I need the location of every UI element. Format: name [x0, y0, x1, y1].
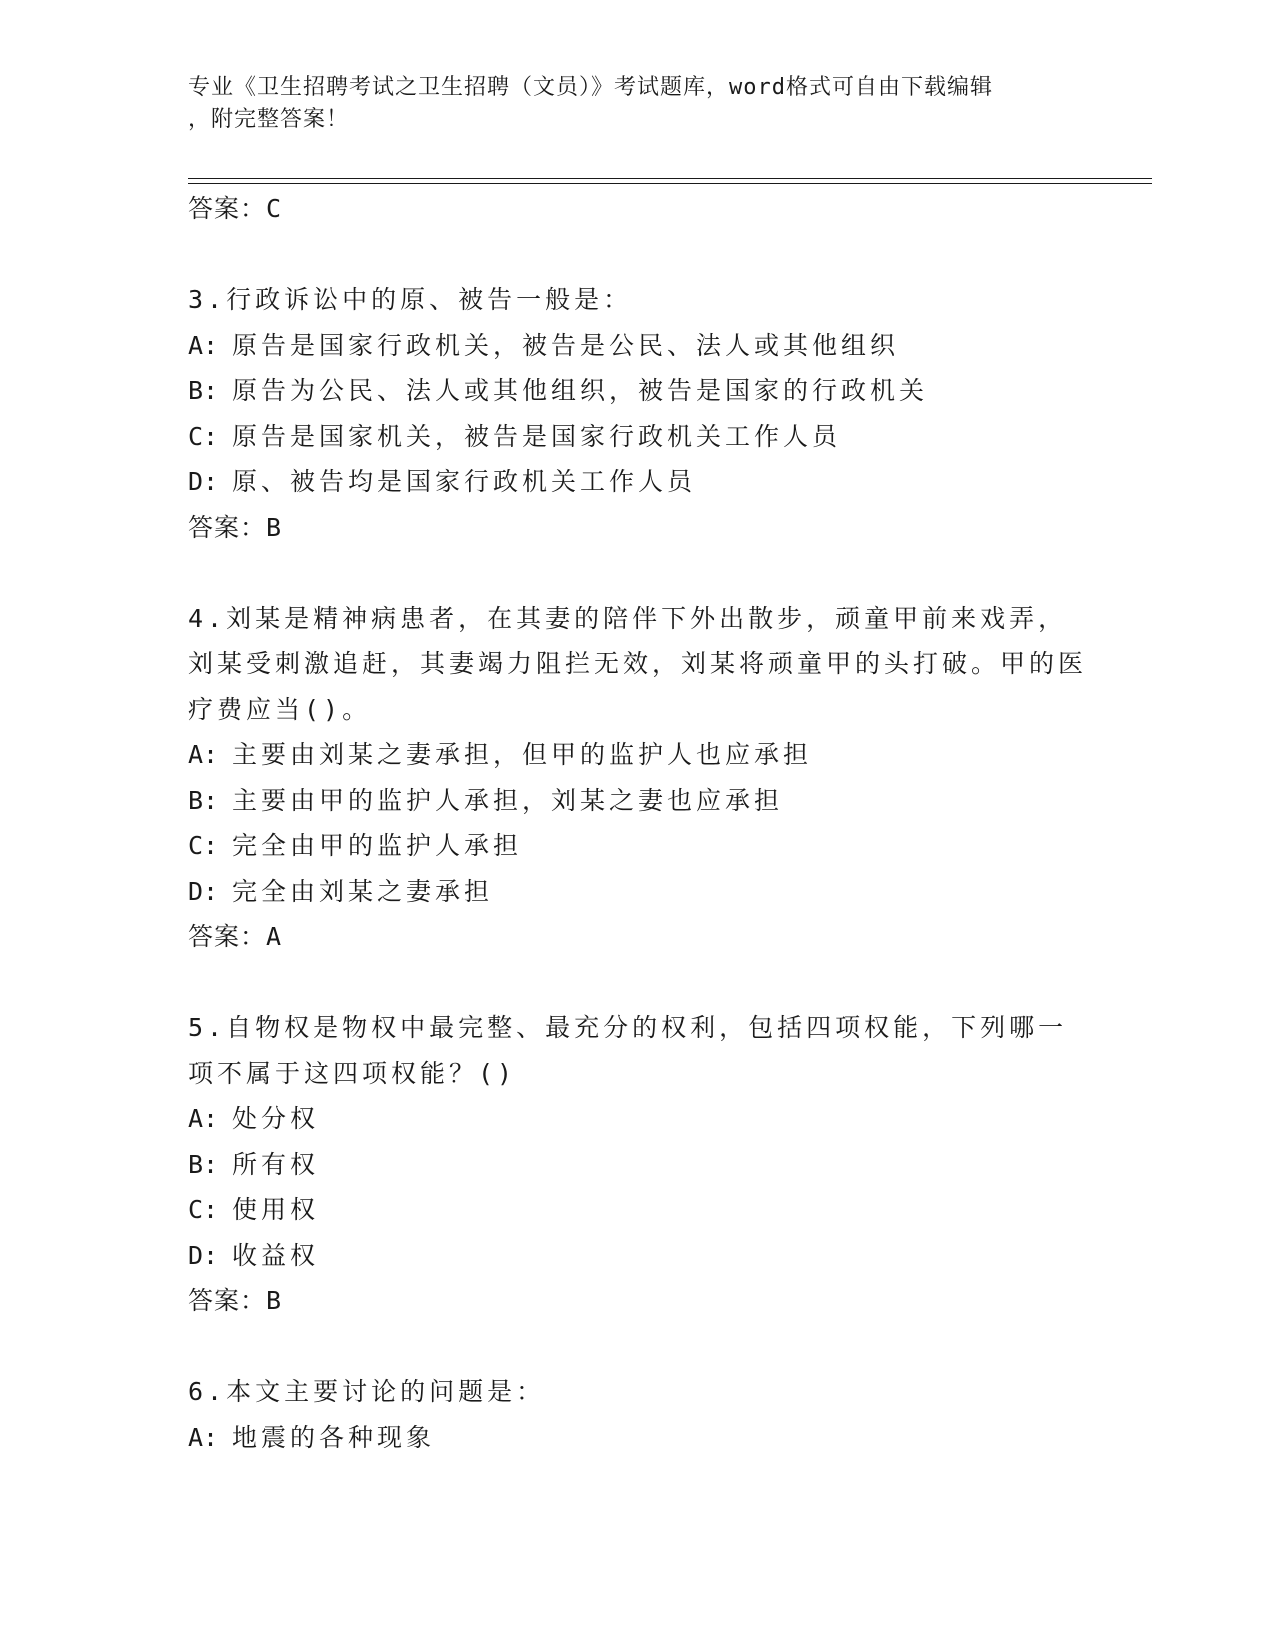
- answer-line: 答案：B: [188, 512, 283, 542]
- option-text: 使用权: [232, 1195, 320, 1224]
- option-text: 原、被告均是国家行政机关工作人员: [232, 467, 697, 496]
- option-text: 原告是国家机关，被告是国家行政机关工作人员: [232, 421, 842, 451]
- option-label: D:: [188, 876, 219, 906]
- question-stem: 3.行政诉讼中的原、被告一般是：: [188, 285, 633, 314]
- option-label: A:: [188, 330, 219, 360]
- document-header: [188, 72, 1068, 136]
- option-b: [188, 1142, 1088, 1188]
- answer-line: 答案：B: [188, 1286, 283, 1315]
- option-label: C:: [188, 1195, 219, 1224]
- option-text: 原告是国家行政机关，被告是公民、法人或其他组织: [232, 330, 900, 360]
- option-label: B:: [188, 1149, 219, 1179]
- answer-line: 答案：C: [188, 194, 283, 223]
- answer-line: 答案：A: [188, 922, 283, 951]
- option-label: A:: [188, 1422, 219, 1452]
- question-6: [188, 1369, 1088, 1460]
- option-text: 所有权: [232, 1149, 320, 1179]
- option-d: [188, 869, 1088, 915]
- header-divider-top: [188, 178, 1152, 179]
- header-line-2: ，附完整答案！: [188, 107, 350, 132]
- option-b: [188, 368, 1088, 414]
- option-c: [188, 823, 1088, 869]
- option-text: 原告为公民、法人或其他组织，被告是国家的行政机关: [232, 376, 929, 405]
- question-4: [188, 596, 1088, 961]
- option-label: C:: [188, 831, 219, 860]
- option-b: [188, 778, 1088, 824]
- option-text: 收益权: [232, 1240, 320, 1270]
- option-a: [188, 323, 1088, 369]
- option-text: 地震的各种现象: [232, 1422, 436, 1452]
- option-label: B:: [188, 785, 219, 815]
- option-label: B:: [188, 376, 219, 405]
- question-stem: 4.刘某是精神病患者，在其妻的陪伴下外出散步，顽童甲前来戏弄，刘某受刺激追赶，其妻竭力阻拦无效，刘某将顽童甲的头打破。甲的医疗费应当()。: [188, 603, 1088, 724]
- option-a: [188, 732, 1088, 778]
- header-divider-bottom: [188, 183, 1152, 184]
- option-text: 主要由刘某之妻承担，但甲的监护人也应承担: [232, 740, 813, 769]
- option-text: 主要由甲的监护人承担，刘某之妻也应承担: [232, 785, 784, 815]
- option-text: 完全由刘某之妻承担: [232, 876, 494, 906]
- option-c: [188, 1187, 1088, 1233]
- question-list: [188, 186, 1088, 1460]
- question-stem: 6.本文主要讨论的问题是：: [188, 1377, 546, 1406]
- question-5: [188, 1005, 1088, 1324]
- option-label: D:: [188, 467, 219, 496]
- option-text: 完全由甲的监护人承担: [232, 831, 523, 860]
- question-stem: 5.自物权是物权中最完整、最充分的权利，包括四项权能，下列哪一项不属于这四项权能？(): [188, 1013, 1068, 1088]
- option-label: D:: [188, 1240, 219, 1270]
- option-label: C:: [188, 421, 219, 451]
- question-3: [188, 277, 1088, 551]
- option-d: [188, 1233, 1088, 1279]
- option-a: [188, 1415, 1088, 1461]
- option-d: [188, 459, 1088, 505]
- header-line-1: 专业《卫生招聘考试之卫生招聘（文员）》考试题库，word格式可自由下载编辑: [188, 75, 993, 100]
- option-c: [188, 414, 1088, 460]
- option-text: 处分权: [232, 1104, 320, 1133]
- option-label: A:: [188, 740, 219, 769]
- option-label: A:: [188, 1104, 219, 1133]
- option-a: [188, 1096, 1088, 1142]
